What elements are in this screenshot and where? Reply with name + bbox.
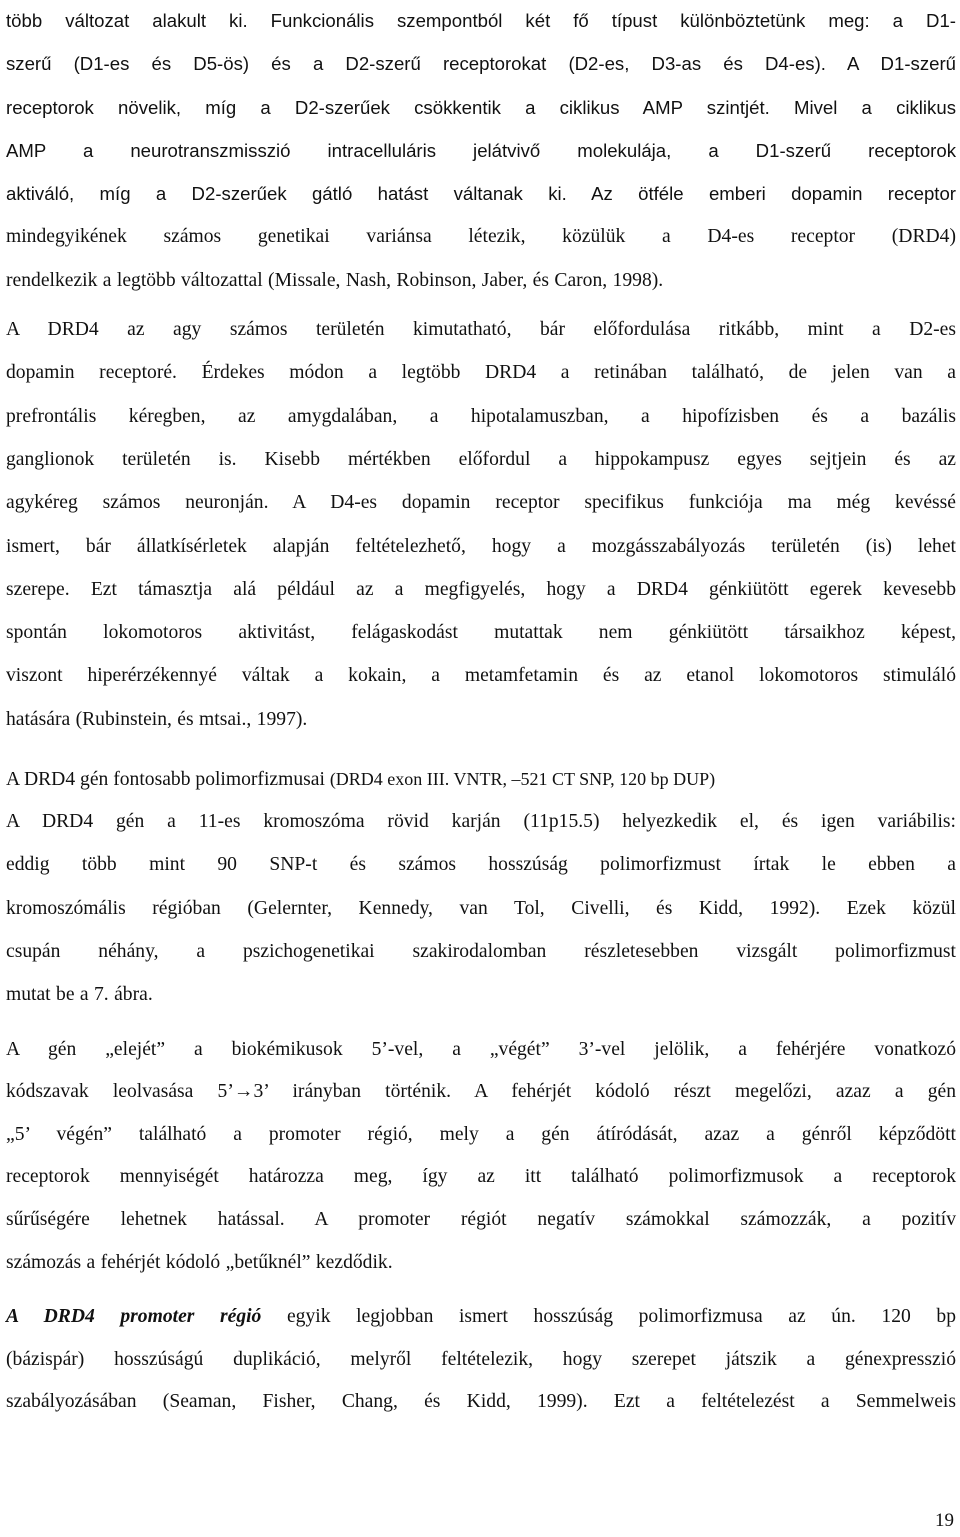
paragraph-dopamine-receptor-types	[6, 0, 956, 302]
text-line: spontán lokomotoros aktivitást, felágaskodást mutattak nem génkiütött társaikhoz képest,	[6, 622, 956, 644]
text-line: mutat be a 7. ábra.	[6, 984, 153, 1006]
page-number: 19	[935, 1510, 954, 1531]
paragraph-gene-orientation	[6, 1029, 956, 1285]
text-line: receptorok növelik, míg a D2-szerűek csökkentik a ciklikus AMP szintjét. Mivel a ciklikus	[6, 96, 956, 118]
text-line: szerepe. Ezt támasztja alá például az a megfigyelés, hogy a DRD4 génkiütött egerek kevesebb	[6, 578, 956, 600]
paragraph-drd4-gene-location	[6, 800, 956, 1016]
document-page	[6, 0, 956, 1424]
text-line: A DRD4 az agy számos területén kimutatható, bár előfordulása ritkább, mint a D2-es	[6, 319, 956, 341]
text-line: (bázispár) hosszúságú duplikáció, melyről feltételezik, hogy szerepet játszik a génexpresszió	[6, 1348, 956, 1370]
text-line: ganglionok területén is. Kisebb mértékben előfordul a hippokampusz egyes sejtjein és az	[6, 448, 956, 470]
text-line: aktiváló, míg a D2-szerűek gátló hatást váltanak ki. Az ötféle emberi dopamin receptor	[6, 183, 956, 205]
text-line: viszont hiperérzékennyé váltak a kokain, a metamfetamin és az etanol lokomotoros stimuláló	[6, 665, 956, 687]
paragraph-promoter-region	[6, 1296, 956, 1424]
text-line: több változat alakult ki. Funkcionális szempontból két fő típust különböztetünk meg: a D1-	[6, 10, 956, 31]
text-fragment: egyik legjobban ismert hosszúság polimorfizmusa az ún. 120 bp	[261, 1306, 956, 1328]
text-line: „5’ végén” található a promoter régió, mely a gén átíródását, azaz a génről képződött	[6, 1123, 956, 1145]
text-line: prefrontális kéregben, az amygdalában, a hipotalamuszban, a hipofízisben és a bazális	[6, 405, 956, 427]
text-line: A gén „elejét” a biokémikusok 5’-vel, a „végét” 3’-vel jelölik, a fehérjére vonatkozó	[6, 1038, 956, 1060]
text-line: AMP a neurotranszmisszió intracelluláris jelátvivő molekulája, a D1-szerű receptorok	[6, 139, 956, 161]
text-line: csupán néhány, a pszichogenetikai szakirodalomban részletesebben vizsgált polimorfizmust	[6, 940, 956, 962]
text-line: kódszavak leolvasása 5’→3’ irányban történik. A fehérjét kódoló részt megelőzi, azaz a gén	[6, 1081, 956, 1103]
emphasis-promoter-region: A DRD4 promoter régió	[6, 1306, 262, 1328]
text-line: sűrűségére lehetnek hatással. A promoter régiót negatív számokkal számozzák, a pozitív	[6, 1208, 956, 1230]
text-line: számozás a fehérjét kódoló „betűknél” kezdődik.	[6, 1251, 393, 1273]
text-line: dopamin receptoré. Érdekes módon a legtöbb DRD4 a retinában található, de jelen van a	[6, 362, 956, 384]
section-heading-detail: (DRD4 exon III. VNTR, –521 CT SNP, 120 bp DUP)	[329, 769, 716, 790]
text-line: A DRD4 gén a 11-es kromoszóma rövid karján (11p15.5) helyezkedik el, és igen variábilis:	[6, 811, 956, 833]
text-line: rendelkezik a legtöbb változattal (Missale, Nash, Robinson, Jaber, és Caron, 1998).	[6, 269, 664, 291]
text-line: kromoszómális régióban (Gelernter, Kennedy, van Tol, Civelli, és Kidd, 1992). Ezek közül	[6, 897, 956, 919]
text-line: receptorok mennyiségét határozza meg, így az itt található polimorfizmusok a receptorok	[6, 1166, 956, 1188]
text-line: eddig több mint 90 SNP-t és számos hosszúság polimorfizmust írtak le ebben a	[6, 854, 956, 876]
section-heading-main: A DRD4 gén fontosabb polimorfizmusai	[6, 769, 325, 791]
text-line	[6, 1296, 956, 1339]
section-heading	[6, 758, 956, 801]
text-line: szabályozásában (Seaman, Fisher, Chang, és Kidd, 1999). Ezt a feltételezést a Semmelweis	[6, 1391, 956, 1413]
text-line: agykéreg számos neuronján. A D4-es dopamin receptor specifikus funkciója ma még kevéssé	[6, 492, 956, 514]
text-line: szerű (D1-es és D5-ös) és a D2-szerű receptorokat (D2-es, D3-as és D4-es). A D1-szerű	[6, 53, 956, 75]
text-line: ismert, bár állatkísérletek alapján feltételezhető, hogy a mozgásszabályozás területén (is) lehet	[6, 535, 956, 557]
text-line: hatására (Rubinstein, és mtsai., 1997).	[6, 708, 308, 730]
paragraph-drd4-distribution	[6, 308, 956, 741]
text-line: mindegyikének számos genetikai variánsa létezik, közülük a D4-es receptor (DRD4)	[6, 226, 956, 248]
